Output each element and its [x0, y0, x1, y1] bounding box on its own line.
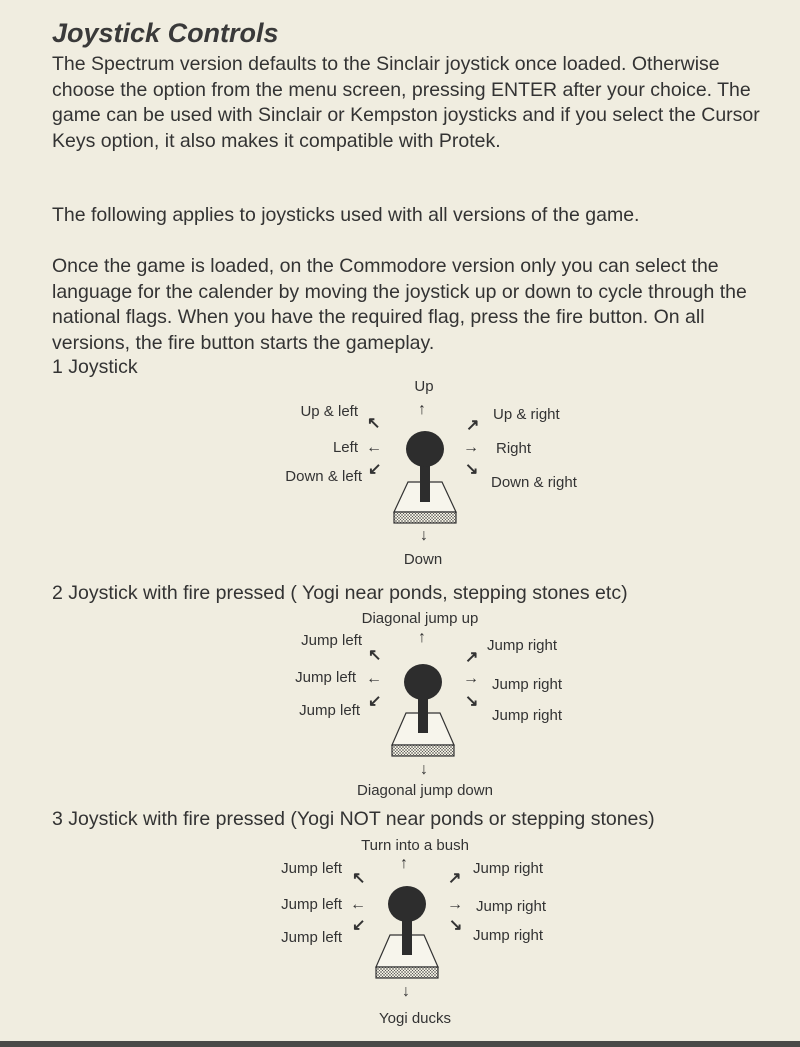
- diagram2-down-right-label: Jump right: [492, 707, 563, 724]
- down-left-arrow-icon: ↙: [368, 693, 382, 710]
- up-right-arrow-icon: ↗: [448, 870, 462, 887]
- diagram3-right-label: Jump right: [476, 898, 547, 915]
- diagram2-heading: 2 Joystick with fire pressed ( Yogi near ponds, stepping stones etc): [52, 582, 628, 604]
- down-left-arrow-icon: ↙: [352, 917, 366, 934]
- diagram2-up-right-label: Jump right: [487, 637, 558, 654]
- page-title: Joystick Controls: [52, 18, 279, 48]
- page-bottom-edge: [0, 1041, 800, 1047]
- intro-paragraph: The Spectrum version defaults to the Sinclair joystick once loaded. Otherwise choose the option from the menu screen, pressing ENTER after your choice. The game can be used with Sinclair or Kempston joysticks and if you select the Cursor Keys option, it also makes it compatible with Protek.: [52, 53, 760, 152]
- diagram1-up-left-label: Up & left: [300, 403, 358, 420]
- up-arrow-icon: ↑: [400, 855, 408, 872]
- down-arrow-icon: ↓: [420, 761, 428, 778]
- diagram2-up-left-label: Jump left: [301, 632, 362, 649]
- diagram1-up-label: Up: [414, 378, 434, 395]
- right-arrow-icon: →: [447, 896, 463, 913]
- down-arrow-icon: ↓: [402, 983, 410, 1000]
- left-arrow-icon: ←: [350, 896, 366, 913]
- left-arrow-icon: ←: [366, 439, 382, 456]
- up-left-arrow-icon: ↖: [352, 870, 366, 887]
- diagram3-up-label: Turn into a bush: [361, 837, 469, 854]
- applies-paragraph: The following applies to joysticks used with all versions of the game.: [52, 204, 640, 226]
- up-right-arrow-icon: ↗: [465, 649, 479, 666]
- diagram1-up-right-label: Up & right: [493, 406, 560, 423]
- up-right-arrow-icon: ↗: [466, 417, 480, 434]
- diagram2-right-label: Jump right: [492, 676, 563, 693]
- diagram3-up-left-label: Jump left: [281, 860, 342, 877]
- down-right-arrow-icon: ↘: [465, 461, 479, 478]
- diagram1-down-left-label: Down & left: [285, 468, 362, 485]
- joystick-icon: [372, 885, 442, 981]
- diagram3-heading: 3 Joystick with fire pressed (Yogi NOT near ponds or stepping stones): [52, 808, 655, 830]
- right-arrow-icon: →: [463, 670, 479, 687]
- up-arrow-icon: ↑: [418, 629, 426, 646]
- right-arrow-icon: →: [463, 439, 479, 456]
- diagram1-right-label: Right: [496, 440, 532, 457]
- joystick-icon: [390, 428, 460, 526]
- up-left-arrow-icon: ↖: [368, 647, 382, 664]
- left-arrow-icon: ←: [366, 670, 382, 687]
- diagram1-down-label: Down: [403, 551, 443, 568]
- joystick-icon: [388, 663, 458, 759]
- diagram1-heading: 1 Joystick: [52, 356, 138, 378]
- diagram2-down-left-label: Jump left: [299, 702, 360, 719]
- diagram2-left-label: Jump left: [295, 669, 356, 686]
- diagram3-down-right-label: Jump right: [473, 927, 544, 944]
- diagram3-left-label: Jump left: [281, 896, 342, 913]
- down-right-arrow-icon: ↘: [465, 693, 479, 710]
- diagram3-up-right-label: Jump right: [473, 860, 544, 877]
- up-left-arrow-icon: ↖: [367, 415, 381, 432]
- up-arrow-icon: ↑: [418, 401, 426, 418]
- commodore-paragraph: Once the game is loaded, on the Commodore version only you can select the language for the calender by moving the joystick up or down to cycle through the national flags. When you have the required flag, press the fire button. On all versions, the fire button starts the gameplay.: [52, 255, 747, 354]
- down-arrow-icon: ↓: [420, 527, 428, 544]
- down-right-arrow-icon: ↘: [449, 917, 463, 934]
- diagram1-left-label: Left: [332, 439, 358, 456]
- diagram1-down-right-label: Down & right: [491, 474, 577, 491]
- diagram3-down-label: Yogi ducks: [379, 1010, 451, 1027]
- diagram3-down-left-label: Jump left: [281, 929, 342, 946]
- down-left-arrow-icon: ↙: [368, 461, 382, 478]
- diagram2-down-label: Diagonal jump down: [357, 782, 493, 799]
- diagram2-up-label: Diagonal jump up: [361, 610, 479, 627]
